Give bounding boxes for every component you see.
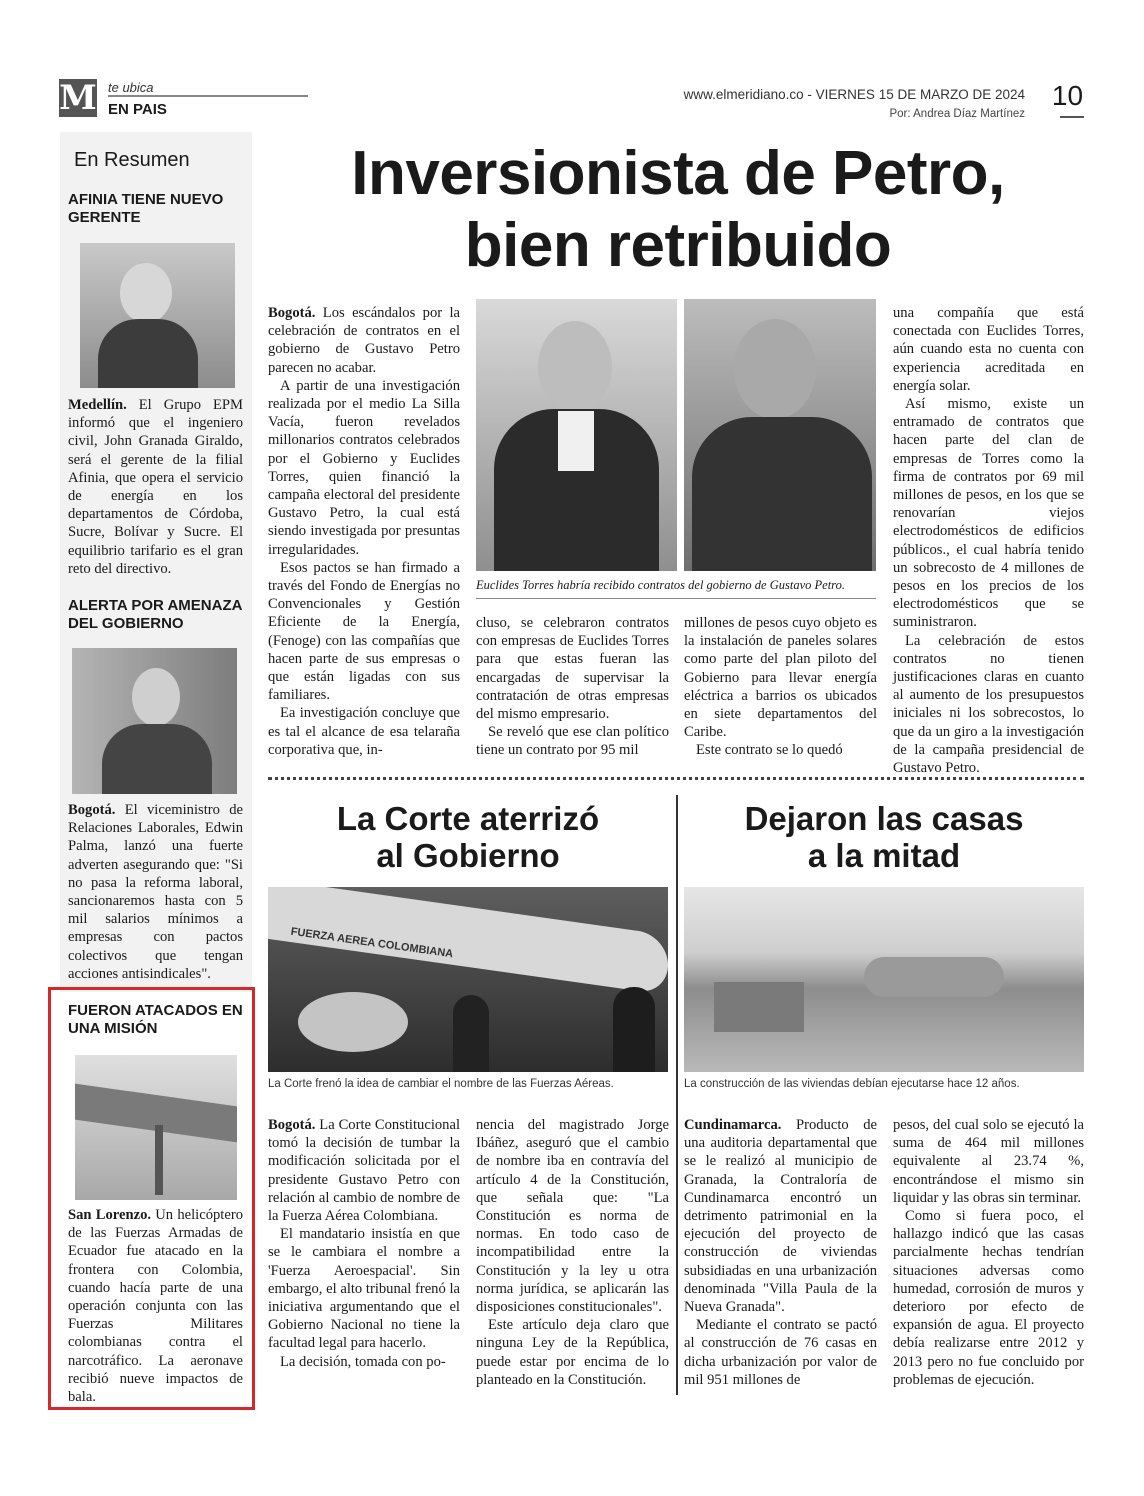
- main-col-1: Bogotá. Los escándalos por la celebración de contratos en el gobierno de Gustavo Petro parecen no acabar. A partir de una investigación realizada por el medio La Silla Vacía, fueron revelados millonarios contratos celebrados por el Gobierno y Euclides Torres, quien financió la campaña electoral del presidente Gustavo Petro, la cual está siendo investigada por presuntas irregularidades. Esos pactos se han firmado a través del Fondo de Energías no Convencionales y Gestión Eficiente de la Energía, (Fenoge) con las compañías que hacen parte de sus empresas o que están ligadas con sus familiares. Ea investigación concluye que es tal el alcance de esa telaraña corporativa que, in-: [268, 305, 460, 758]
- sidebar-photo-helicopter: [75, 1055, 237, 1200]
- casas-caption: La construcción de las viviendas debían ejecutarse hace 12 años.: [684, 1078, 1020, 1090]
- sidebar-heading-3: FUERON ATACADOS EN UNA MISIÓN: [68, 1002, 243, 1037]
- section-rule: [108, 95, 308, 97]
- photo-fuerza-aerea: [268, 887, 668, 1072]
- page-number-rule: [1060, 116, 1084, 118]
- section-tag: te ubica: [108, 80, 154, 95]
- section-divider: [268, 777, 1084, 780]
- byline: Por: Andrea Díaz Martínez: [889, 108, 1025, 120]
- main-caption-rule: [476, 598, 876, 599]
- sidebar-text-1: Medellín. El Grupo EPM informó que el ingeniero civil, John Granada Giraldo, será el gerente de la filial Afinia, que opera el servicio de energía en los departamentos de Córdoba, Sucre, Bolívar y Sucre. El equilibrio tarifario es el gran reto del directivo.: [68, 397, 243, 577]
- page-number: 10: [1051, 80, 1084, 111]
- plane-label: FUERZA AEREA COLOMBIANA: [289, 925, 454, 961]
- sidebar-heading-2: ALERTA POR AMENAZA DEL GOBIERNO: [68, 597, 242, 632]
- sidebar-photo-afinia: [80, 243, 235, 388]
- casas-col-1: Cundinamarca. Producto de una auditoria departamental que se le realizó al municipio de Granada, la Contraloría de Cundinamarca encontró un detrimento patrimonial en la ejecución del proyecto de construcción de viviendas subsidiadas en una urbanización denominada "Villa Paula de la Nueva Granada". Mediante el contrato se pactó al construcción de 76 casas en dicha urbanización por valor de mil 951 millones de: [684, 1117, 877, 1388]
- corte-caption: La Corte frenó la idea de cambiar el nombre de las Fuerzas Aéreas.: [268, 1078, 614, 1090]
- logo: M: [59, 78, 97, 118]
- main-col-2: cluso, se celebraron contratos con empresas de Euclides Torres para que estas fueran las encargadas de supervisar la contratación de otras empresas del mismo empresario. Se reveló que ese clan político tiene un contrato por 95 mil: [476, 615, 669, 759]
- sidebar-text-2: Bogotá. El viceministro de Relaciones Laborales, Edwin Palma, lanzó una fuerte adverten asegurando que: "Si no pasa la reforma laboral, sancionaremos hasta con 5 mil salarios mínimos a empresas con pactos colectivos que tengan acciones antisindicales".: [68, 802, 243, 982]
- sidebar-title: En Resumen: [74, 149, 190, 171]
- column-divider: [676, 795, 678, 1395]
- sidebar-photo-viceministro: [72, 648, 237, 794]
- main-headline: [268, 138, 1088, 282]
- section-name: EN PAIS: [108, 101, 167, 118]
- photo-euclides-torres: [476, 299, 677, 571]
- main-headline-line-2: bien retribuido: [464, 211, 892, 280]
- sidebar-heading-1: AFINIA TIENE NUEVO GERENTE: [68, 191, 224, 226]
- photo-gustavo-petro: [684, 299, 876, 571]
- sidebar-text-3: San Lorenzo. Un helicóptero de las Fuerzas Armadas de Ecuador fue atacado en la frontera con Colombia, cuando hacía parte de una operación conjunta con las Fuerzas Militares colombianas contra el narcotráfico. La aeronave recibió nueve impactos de bala.: [68, 1207, 243, 1406]
- casas-headline: Dejaron las casas a la mitad: [744, 800, 1024, 874]
- photo-casas: [684, 887, 1084, 1072]
- casas-col-2: pesos, del cual solo se ejecutó la suma de 464 mil millones equivalente al 23.74 %, encontrándose el mismo sin liquidar y las obras sin terminar. Como si fuera poco, el hallazgo indicó que las casas parcialmente hechas tendrían situaciones adversas como humedad, corrosión de muros y deterioro por efecto de expansión de agua. El proyecto debía realizarse entre 2012 y 2013 pero no fue concluido por problemas de ejecución.: [893, 1117, 1084, 1388]
- site-date: www.elmeridiano.co - VIERNES 15 DE MARZO DE 2024: [683, 87, 1025, 102]
- corte-col-2: nencia del magistrado Jorge Ibáñez, aseguró que el cambio de nombre iba en contravía del artículo 4 de la Constitución, que señala que: "La Constitución es norma de normas. En todo caso de incompatibilidad entre la Constitución y la ley u otra norma jurídica, se aplicarán las disposiciones constitucionales". Este artículo deja claro que ninguna Ley de la República, puede estar por encima de lo planteado en la Constitución.: [476, 1117, 669, 1388]
- main-col-3: millones de pesos cuyo objeto es la instalación de paneles solares como parte del plan piloto del Gobierno para llevar energía eléctrica a barrios os ubicados en siete departamentos del Caribe. Este contrato se lo quedó: [684, 615, 877, 759]
- main-col-4: una compañía que está conectada con Euclides Torres, aún cuando esta no cuenta con experiencia acreditada en energía solar. Así mismo, existe un entramado de contratos que hacen parte del clan de empresas de Torres como la firma de contratos por 69 mil millones de pesos, en los que se renovarían viejos electrodomésticos de edificios públicos., el cual habría tenido un sobrecosto de 4 millones de pesos en los precios de los electrodomésticos que se suministraron. La celebración de estos contratos no tienen justificaciones claras en cuanto al aumento de los presupuestos iniciales ni los sobrecostos, lo que da un giro a la investigación de la campaña presidencial de Gustavo Petro.: [893, 305, 1084, 777]
- main-photo-caption: Euclides Torres habría recibido contratos del gobierno de Gustavo Petro.: [476, 578, 845, 592]
- main-headline-line-1: Inversionista de Petro,: [351, 139, 1005, 208]
- corte-headline: La Corte aterrizó al Gobierno: [336, 800, 600, 874]
- corte-col-1: Bogotá. La Corte Constitucional tomó la decisión de tumbar la modificación solicitada por el presidente Gustavo Petro con relación al cambio de nombre de la Fuerza Aérea Colombiana. El mandatario insistía en que se le cambiara el nombre a 'Fuerza Aeroespacial'. Sin embargo, el alto tribunal frenó la iniciativa argumentando que el Gobierno Nacional no tiene la facultad legal para hacerlo. La decisión, tomada con po-: [268, 1117, 460, 1370]
